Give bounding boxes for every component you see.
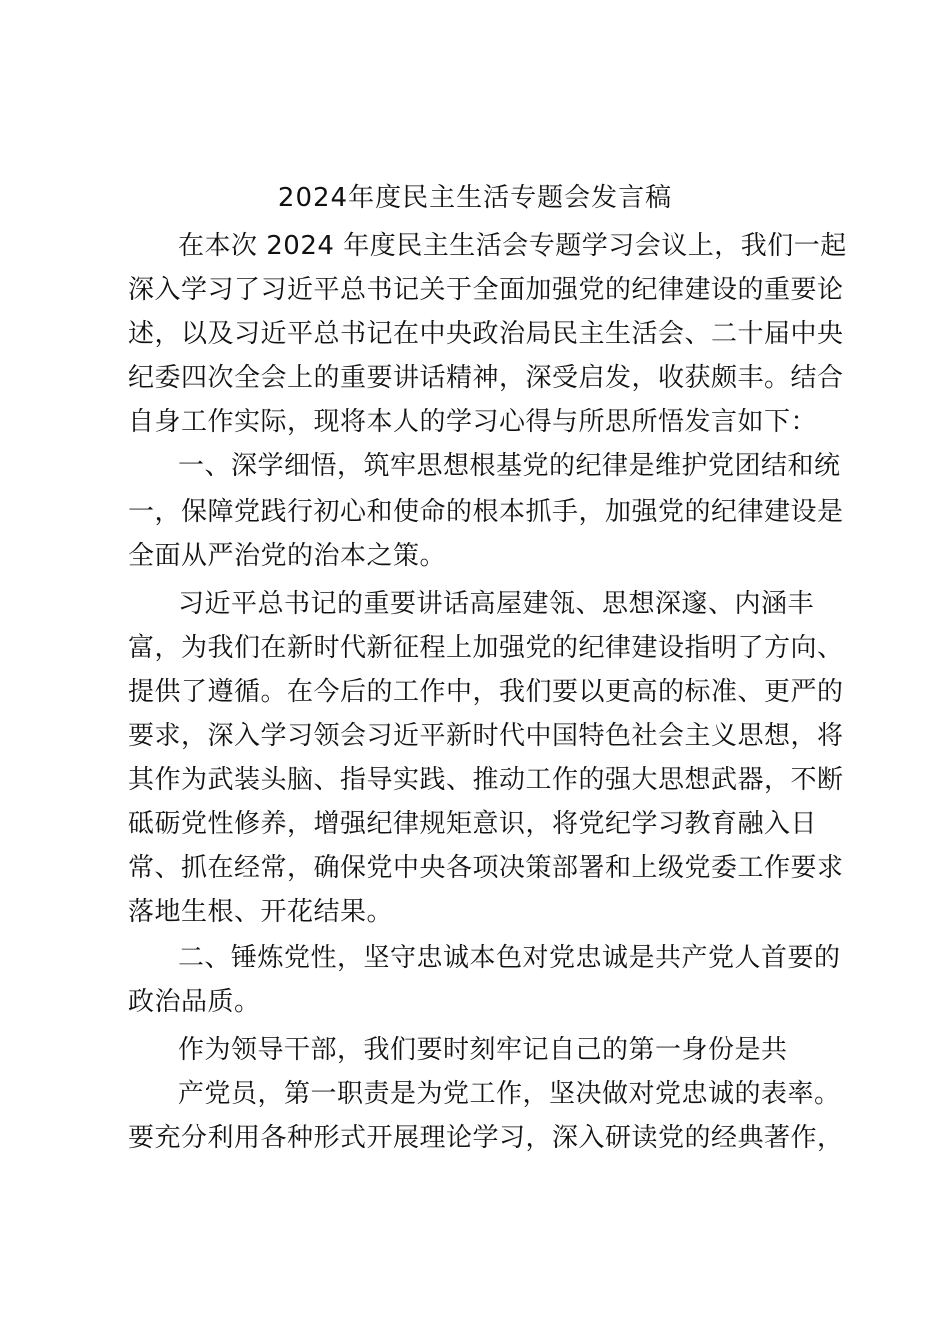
section-heading-line: 一、深学细悟，筑牢思想根基党的纪律是维护党团结和统 bbox=[178, 451, 841, 481]
document-title: 2024年度民主生活专题会发言稿 bbox=[277, 183, 673, 213]
text-line: 自身工作实际，现将本人的学习心得与所思所悟发言如下： bbox=[128, 407, 818, 437]
text-line: 在本次 2024 年度民主生活会专题学习会议上，我们一起 bbox=[178, 231, 847, 261]
text-line: 常、抓在经常，确保党中央各项决策部署和上级党委工作要求 bbox=[128, 853, 844, 883]
text-line: 砥砺党性修养，增强纪律规矩意识，将党纪学习教育融入日 bbox=[128, 809, 818, 839]
text-line: 落地生根、开花结果。 bbox=[128, 897, 394, 927]
section-heading-line: 一，保障党践行初心和使命的根本抓手，加强党的纪律建设是 bbox=[128, 497, 844, 527]
section-heading-line: 政治品质。 bbox=[128, 987, 261, 1017]
text-line: 纪委四次全会上的重要讲话精神，深受启发，收获颇丰。结合 bbox=[128, 363, 844, 393]
text-line: 深入学习了习近平总书记关于全面加强党的纪律建设的重要论 bbox=[128, 275, 844, 305]
text-line: 提供了遵循。在今后的工作中，我们要以更高的标准、更严的 bbox=[128, 677, 844, 707]
text-line: 富，为我们在新时代新征程上加强党的纪律建设指明了方向、 bbox=[128, 633, 844, 663]
text-line: 其作为武装头脑、指导实践、推动工作的强大思想武器，不断 bbox=[128, 765, 844, 795]
text-line: 产党员，第一职责是为党工作，坚决做对党忠诚的表率。 bbox=[178, 1079, 841, 1109]
text-line: 要充分利用各种形式开展理论学习，深入研读党的经典著作， bbox=[128, 1123, 844, 1153]
text-line: 要求，深入学习领会习近平新时代中国特色社会主义思想，将 bbox=[128, 721, 844, 751]
section-heading-line: 二、锤炼党性，坚守忠诚本色对党忠诚是共产党人首要的 bbox=[178, 943, 841, 973]
text-line: 习近平总书记的重要讲话高屋建瓴、思想深邃、内涵丰 bbox=[178, 589, 815, 619]
text-line: 述，以及习近平总书记在中央政治局民主生活会、二十届中央 bbox=[128, 319, 844, 349]
text-line: 作为领导干部，我们要时刻牢记自己的第一身份是共 bbox=[178, 1035, 788, 1065]
section-heading-line: 全面从严治党的治本之策。 bbox=[128, 541, 447, 571]
